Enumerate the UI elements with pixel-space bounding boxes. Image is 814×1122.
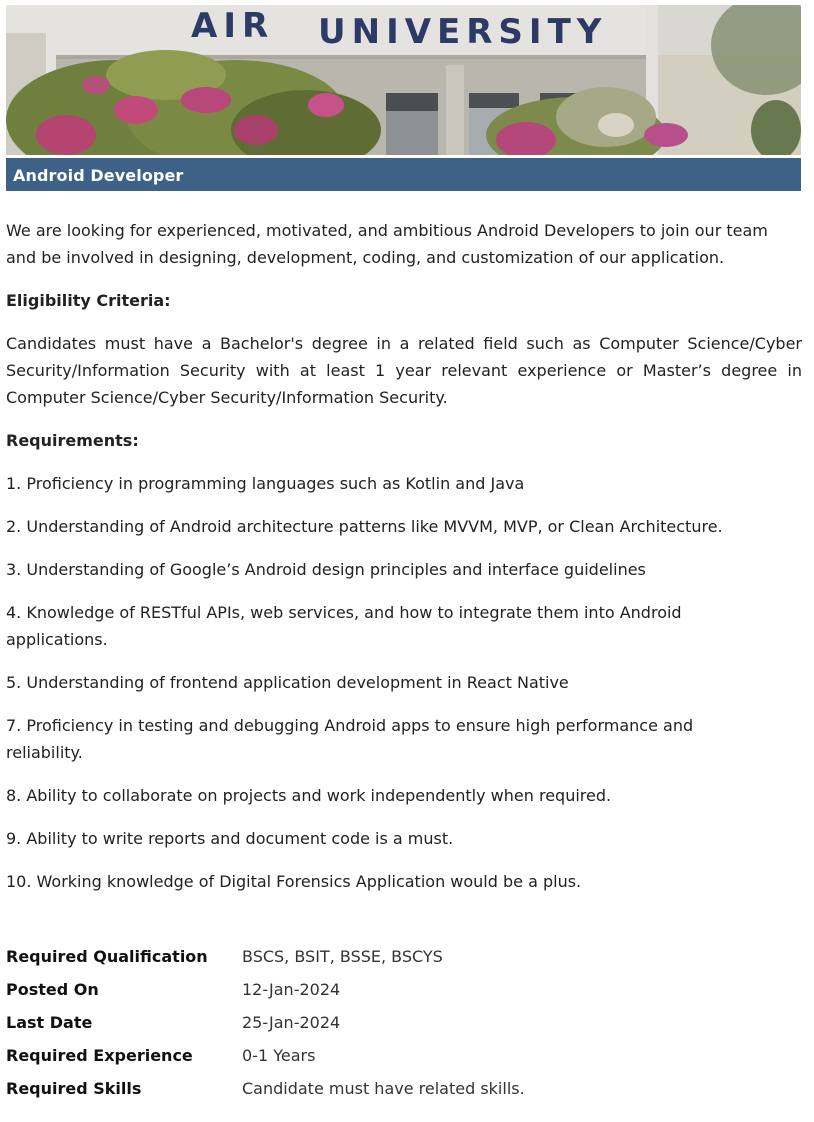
requirement-item: 5. Understanding of frontend application development in React Native <box>6 673 569 692</box>
detail-label: Required Experience <box>6 1046 193 1065</box>
requirement-item: 7. Proficiency in testing and debugging Android apps to ensure high performance and reliability. <box>6 716 694 762</box>
svg-text:AIR: AIR <box>191 6 275 46</box>
detail-value: Candidate must have related skills. <box>242 1079 525 1098</box>
requirement-item: 3. Understanding of Google’s Android design principles and interface guidelines <box>6 560 646 579</box>
requirement-item: 8. Ability to collaborate on projects and work independently when required. <box>6 786 612 805</box>
svg-text:UNIVERSITY: UNIVERSITY <box>318 12 608 52</box>
job-title-bar <box>6 158 801 191</box>
job-details-table <box>6 940 525 1105</box>
detail-row-experience <box>6 1039 525 1072</box>
detail-label: Required Qualification <box>6 947 208 966</box>
requirement-item: 4. Knowledge of RESTful APIs, web services, and how to integrate them into Android applications. <box>6 603 682 649</box>
detail-label: Posted On <box>6 980 99 999</box>
detail-value: 12-Jan-2024 <box>242 980 341 999</box>
detail-value: BSCS, BSIT, BSSE, BSCYS <box>242 947 443 966</box>
eligibility-text: Candidates must have a Bachelor's degree in a related field such as Computer Science/Cyber Security/Information Security with at least 1 year relevant experience or Master’s degree in Computer Science/Cyber Security/Information Security. <box>6 334 802 407</box>
job-title: Android Developer <box>13 166 184 185</box>
detail-row-posted-on <box>6 973 525 1006</box>
requirements-list <box>6 470 802 895</box>
detail-label: Required Skills <box>6 1079 142 1098</box>
detail-row-qualification <box>6 940 525 973</box>
eligibility-heading: Eligibility Criteria: <box>6 291 171 310</box>
detail-value: 0-1 Years <box>242 1046 316 1065</box>
detail-value: 25-Jan-2024 <box>242 1013 341 1032</box>
requirements-heading: Requirements: <box>6 431 139 450</box>
detail-label: Last Date <box>6 1013 93 1032</box>
requirement-item: 10. Working knowledge of Digital Forensics Application would be a plus. <box>6 872 582 891</box>
requirement-item: 1. Proficiency in programming languages such as Kotlin and Java <box>6 474 525 493</box>
job-description <box>6 217 802 911</box>
detail-row-last-date <box>6 1006 525 1039</box>
banner-image <box>6 5 801 155</box>
requirement-item: 2. Understanding of Android architecture patterns like MVVM, MVP, or Clean Architecture. <box>6 517 723 536</box>
detail-row-skills <box>6 1072 525 1105</box>
requirement-item: 9. Ability to write reports and document code is a must. <box>6 829 454 848</box>
intro-paragraph: We are looking for experienced, motivated, and ambitious Android Developers to join our team and be involved in designing, development, coding, and customization of our application. <box>6 221 768 267</box>
